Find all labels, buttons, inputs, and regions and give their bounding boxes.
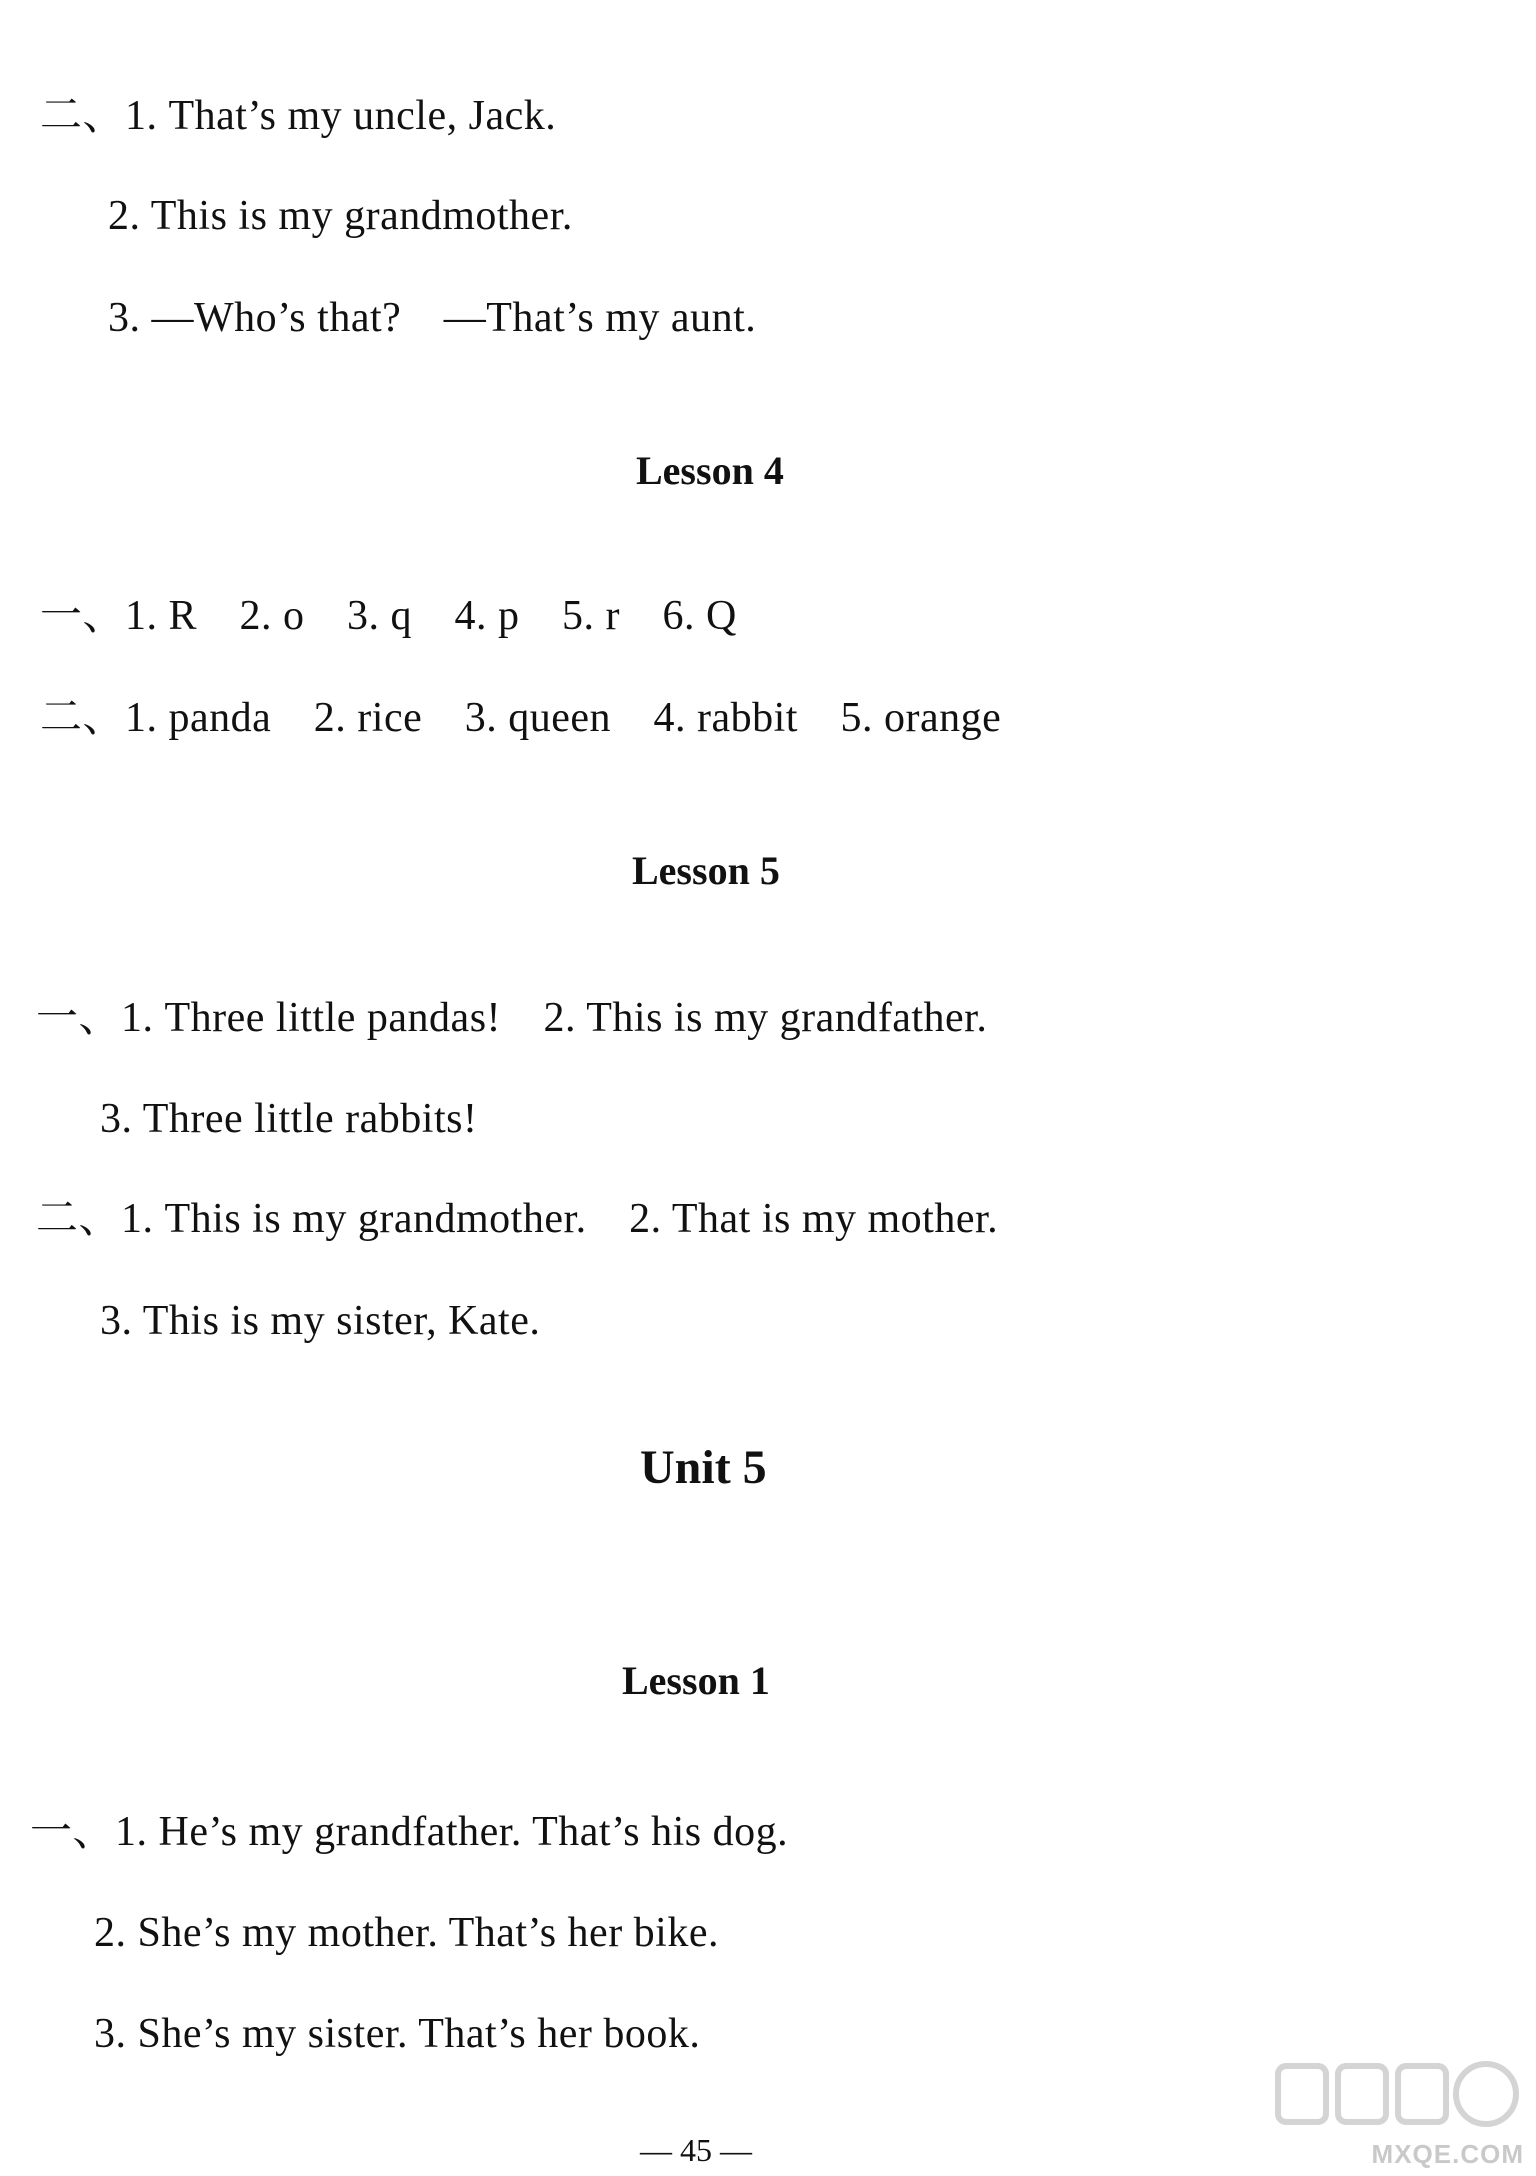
- answer-line: 3. Three little rabbits!: [100, 1096, 478, 1142]
- answer-line: 3. She’s my sister. That’s her book.: [94, 2011, 701, 2057]
- watermark-text: MXQE.COM: [1371, 2139, 1524, 2169]
- lesson-heading-text: Lesson 1: [622, 1658, 770, 1703]
- answer-line: 一、1. Three little pandas! 2. This is my grandfather.: [36, 995, 988, 1041]
- answer-line: 一、1. He’s my grandfather. That’s his dog.: [30, 1809, 789, 1855]
- page-number: — 45 —: [640, 2132, 752, 2168]
- answer-line: 二、1. panda 2. rice 3. queen 4. rabbit 5. orange: [40, 695, 1002, 741]
- lesson-heading-text: Lesson 5: [632, 848, 780, 893]
- answer-line: 一、1. R 2. o 3. q 4. p 5. r 6. Q: [40, 593, 737, 639]
- answer-line: 2. This is my grandmother.: [108, 193, 573, 239]
- lesson-heading-text: Lesson 4: [636, 448, 784, 493]
- unit-heading-text: Unit 5: [640, 1441, 767, 1494]
- answer-line: 二、1. That’s my uncle, Jack.: [40, 93, 557, 139]
- answer-line: 3. —Who’s that? —That’s my aunt.: [108, 295, 757, 341]
- answer-line: 2. She’s my mother. That’s her bike.: [94, 1910, 719, 1956]
- answer-line: 二、1. This is my grandmother. 2. That is my mother.: [36, 1196, 999, 1242]
- answer-line: 3. This is my sister, Kate.: [100, 1298, 541, 1344]
